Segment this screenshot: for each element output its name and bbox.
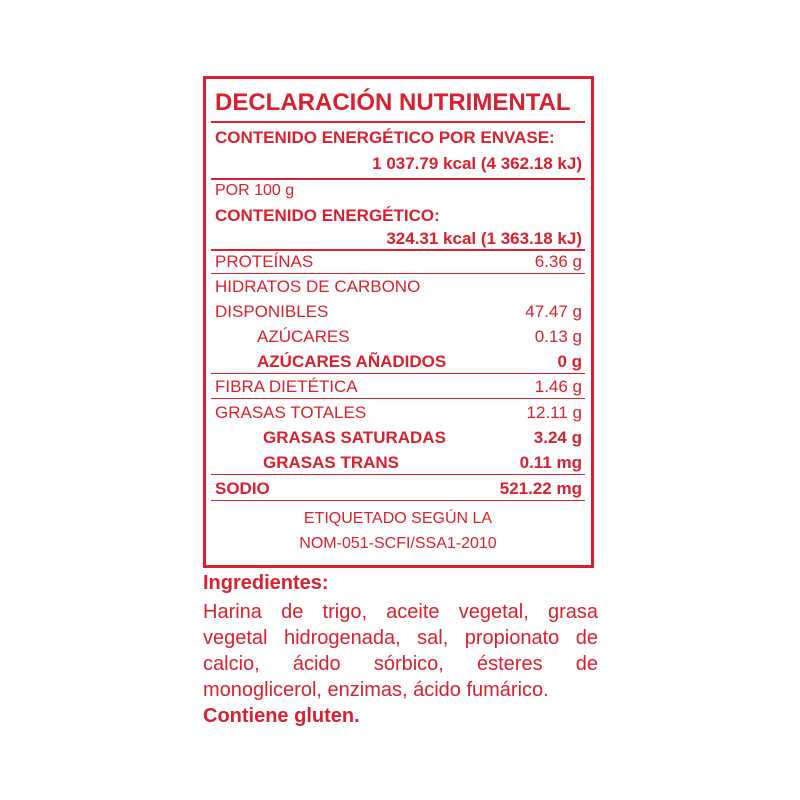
divider — [211, 121, 585, 123]
row-label-hidratos: HIDRATOS DE CARBONO — [215, 277, 421, 296]
row-label-azucares: AZÚCARES — [257, 327, 350, 346]
divider — [211, 373, 585, 374]
divider — [211, 178, 585, 180]
row-value-grasas-trans: 0.11 mg — [519, 453, 582, 472]
energy-per-package-label: CONTENIDO ENERGÉTICO POR ENVASE: — [215, 128, 555, 147]
row-value-azucares-anadidos: 0 g — [557, 352, 582, 371]
row-value-grasas-totales: 12.11 g — [526, 403, 582, 422]
row-label-disponibles: DISPONIBLES — [215, 302, 329, 321]
divider — [211, 500, 585, 501]
ingredients-text: Harina de trigo, aceite vegetal, grasa vegetal hidrogenada, sal, propionato de calcio, ácido sórbico, ésteres de monoglicerol, enzimas, ácido fumárico. — [203, 601, 598, 701]
row-value-proteinas: 6.36 g — [534, 252, 582, 271]
label-title: DECLARACIÓN NUTRIMENTAL — [215, 89, 571, 116]
row-value-azucares: 0.13 g — [534, 327, 582, 346]
divider — [211, 474, 585, 475]
energy-value: 324.31 kcal (1 363.18 kJ) — [386, 229, 582, 248]
row-value-grasas-saturadas: 3.24 g — [533, 428, 582, 447]
row-label-proteinas: PROTEÍNAS — [215, 252, 314, 271]
divider — [211, 249, 585, 251]
row-value-disponibles: 47.47 g — [525, 302, 582, 321]
allergen-warning: Contiene gluten. — [203, 705, 360, 727]
regulation-note-line2: NOM-051-SCFI/SSA1-2010 — [299, 535, 497, 552]
row-label-grasas-saturadas: GRASAS SATURADAS — [263, 428, 446, 447]
divider — [211, 273, 585, 274]
row-label-grasas-totales: GRASAS TOTALES — [215, 403, 367, 422]
energy-per-package-value: 1 037.79 kcal (4 362.18 kJ) — [372, 154, 582, 173]
row-value-sodio: 521.22 mg — [499, 479, 582, 498]
ingredients-title: Ingredientes: — [203, 572, 329, 594]
per-portion-label: POR 100 g — [215, 182, 295, 199]
row-label-azucares-anadidos: AZÚCARES AÑADIDOS — [257, 352, 447, 371]
divider — [211, 398, 585, 399]
row-value-fibra: 1.46 g — [534, 377, 582, 396]
row-label-fibra: FIBRA DIETÉTICA — [215, 377, 358, 396]
energy-label: CONTENIDO ENERGÉTICO: — [215, 206, 440, 225]
row-label-grasas-trans: GRASAS TRANS — [263, 453, 400, 472]
row-label-sodio: SODIO — [215, 479, 270, 498]
regulation-note-line1: ETIQUETADO SEGÚN LA — [303, 510, 493, 527]
